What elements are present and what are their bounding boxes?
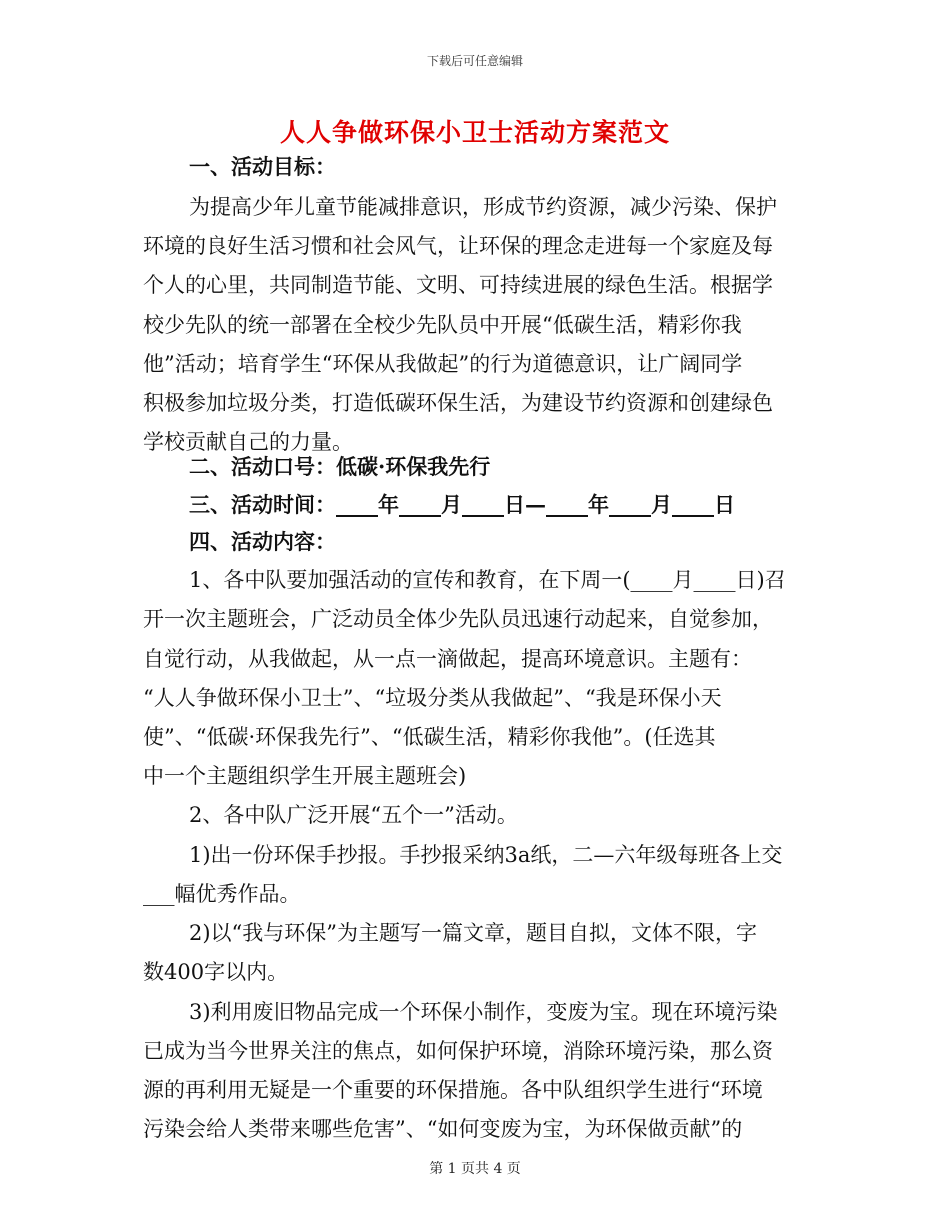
paragraph-line: ___幅优秀作品。 <box>143 882 301 906</box>
section-heading-slogan: 二、活动口号：低碳·环保我先行 <box>189 454 491 479</box>
paragraph-line: 中一个主题组织学生开展主题班会) <box>143 764 467 788</box>
paragraph-line: 环境的良好生活习惯和社会风气，让环保的理念走进每一个家庭及每 <box>143 234 773 258</box>
paragraph-line: 1、各中队要加强活动的宣传和教育，在下周一(____月____日)召 <box>189 568 786 592</box>
paragraph-line: 开一次主题班会，广泛动员全体少先队员迅速行动起来，自觉参加， <box>143 607 773 631</box>
paragraph-line: 为提高少年儿童节能减排意识，形成节约资源，减少污染、保护 <box>189 195 777 219</box>
paragraph-line: 学校贡献自己的力量。 <box>143 430 353 454</box>
paragraph-line: 2)以“我与环保”为主题写一篇文章，题目自拟，文体不限，字 <box>189 921 758 945</box>
paragraph-line: 污染会给人类带来哪些危害”、“如何变废为宝，为环保做贡献”的 <box>143 1117 743 1141</box>
paragraph-line: 数400字以内。 <box>143 960 289 984</box>
section-heading-content: 四、活动内容： <box>189 529 336 554</box>
paragraph-line: 个人的心里，共同制造节能、文明、可持续进展的绿色生活。根据学 <box>143 273 773 297</box>
page-footer: 第 1 页共 4 页 <box>429 1161 521 1177</box>
paragraph-line: 使”、“低碳·环保我先行”、“低碳生活，精彩你我他”。(任选其 <box>143 725 716 749</box>
paragraph-line: 2、各中队广泛开展“五个一”活动。 <box>189 803 518 827</box>
paragraph-line: 他”活动；培育学生“环保从我做起”的行为道德意识，让广阔同学 <box>143 352 743 376</box>
paragraph-line: 3)利用废旧物品完成一个环保小制作，变废为宝。现在环境污染 <box>189 1000 778 1024</box>
paragraph-line: 源的再利用无疑是一个重要的环保措施。各中队组织学生进行“环境 <box>143 1078 763 1102</box>
paragraph-line: 校少先队的统一部署在全校少先队员中开展“低碳生活，精彩你我 <box>143 313 742 337</box>
paragraph-line: “人人争做环保小卫士”、“垃圾分类从我做起”、“我是环保小天 <box>143 686 722 710</box>
paragraph-line: 自觉行动，从我做起，从一点一滴做起，提高环境意识。主题有： <box>143 647 752 671</box>
document-title: 人人争做环保小卫士活动方案范文 <box>279 118 670 147</box>
section-heading-time: 三、活动时间：____年____月____日—____年____月____日 <box>189 492 735 517</box>
header-note: 下载后可任意编辑 <box>426 54 523 68</box>
section-heading-goals: 一、活动目标： <box>189 154 336 179</box>
paragraph-line: 1)出一份环保手抄报。手抄报采纳3a纸，二—六年级每班各上交 <box>189 843 783 867</box>
paragraph-line: 已成为当今世界关注的焦点，如何保护环境，消除环境污染，那么资 <box>143 1039 773 1063</box>
paragraph-line: 积极参加垃圾分类，打造低碳环保生活，为建设节约资源和创建绿色 <box>143 391 773 415</box>
